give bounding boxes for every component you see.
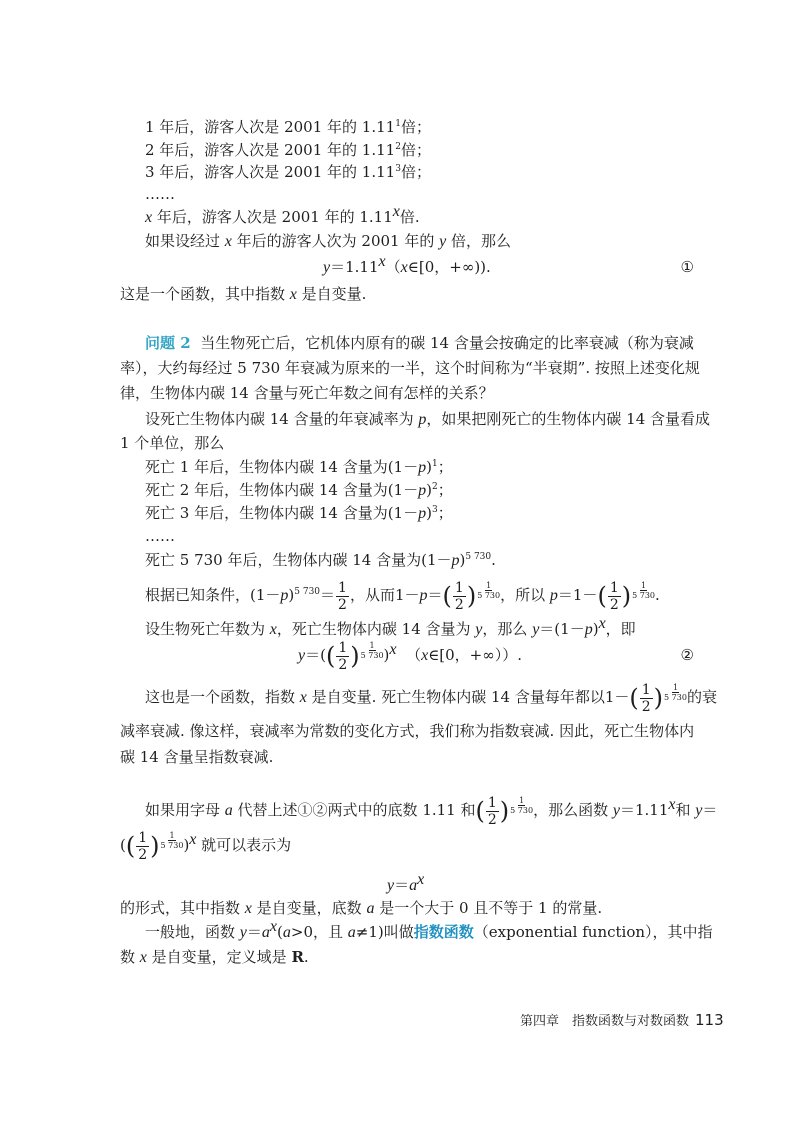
decay-year1: 死亡 1 年后，生物体内碳 14 含量为$(1-p)^1$； <box>145 458 453 476</box>
also-function-line1: 这也是一个函数，指数 x 是自变量. 死亡生物体内碳 14 含量每年都以1－( $\frac{1}{2}$ ) $\frac{1}{5 730}$ 的衰 <box>145 681 717 715</box>
ellipsis: …… <box>145 185 175 203</box>
fraction-one-half: $\frac{1}{2}$ <box>338 639 348 673</box>
term-exponential-function: 指数函数 <box>413 923 474 941</box>
exponent-fraction: $\frac{1}{5 730}$ <box>160 831 184 850</box>
exponent-fraction: $\frac{1}{5 730}$ <box>477 581 501 600</box>
chapter-title: 第四章 指数函数与对数函数 <box>520 1014 690 1029</box>
page-footer <box>520 1010 724 1029</box>
problem2-setup3: 设生物死亡年数为 x，死亡生物体内碳 14 含量为 y，那么 $y=(1-p)^x$，即 <box>145 615 636 638</box>
exponent-fraction: $\frac{1}{5 730}$ <box>664 683 687 702</box>
problem2-setup1: 设死亡生物体内碳 14 含量的年衰减率为 p，如果把刚死亡的生物体内碳 14 含量看成 <box>145 410 711 428</box>
exponent-fraction: $\frac{1}{5 730}$ <box>632 581 656 600</box>
general-line2: (( $\frac{1}{2}$ ) $\frac{1}{5 730}$ )$^x$ 就可以表示为 <box>120 829 292 863</box>
tourism-conclusion: 这是一个函数，其中指数 x 是自变量. <box>120 285 367 303</box>
tourism-yearx: x 年后，游客人次是 2001 年的 1.11$^x$倍. <box>145 203 420 226</box>
formula-2: y＝(( $\frac{1}{2}$ ) $\frac{1}{5 730}$ )$^x$ （x∈[0，+∞））. <box>298 639 523 673</box>
problem2-line3: 律，生物体内碳 14 含量与死亡年数之间有怎样的关系？ <box>120 384 494 402</box>
fraction-one-half: $\frac{1}{2}$ <box>609 579 619 613</box>
fraction-one-half: $\frac{1}{2}$ <box>338 579 347 613</box>
fraction-one-half: $\frac{1}{2}$ <box>641 681 651 715</box>
tourism-year1: 1 年后，游客人次是 2001 年的 1.11$^1$倍； <box>145 118 431 136</box>
decay-year2: 死亡 2 年后，生物体内碳 14 含量为$(1-p)^2$； <box>145 481 453 499</box>
problem2-line1: 问题 2 当生物死亡后，它机体内原有的碳 14 含量会按确定的比率衰减（称为衰减 <box>145 334 694 352</box>
known-condition: 根据已知条件，$(1-p)^{5 730}=$ $\frac{1}{2}$ ，从而1－p＝( $\frac{1}{2}$ ) $\frac{1}{5 730}$ ，所以 p＝1－( $\frac{1}{2}$ ) $\frac{1}{5 730}$ . <box>145 579 660 613</box>
decay-year3: 死亡 3 年后，生物体内碳 14 含量为$(1-p)^3$； <box>145 504 453 522</box>
tourism-year2: 2 年后，游客人次是 2001 年的 1.11$^2$倍； <box>145 141 431 159</box>
ellipsis-2: …… <box>145 527 175 545</box>
decay-year5730: 死亡 5 730 年后，生物体内碳 14 含量为$(1-p)^{5 730}$. <box>145 551 496 569</box>
equation-number-1: ① <box>680 258 694 276</box>
problem2-setup2: 1 个单位，那么 <box>120 434 225 452</box>
formula-1: $y=1.11^x(x\in[0$，+∞)). <box>323 253 491 276</box>
tourism-year3: 3 年后，游客人次是 2001 年的 1.11$^3$倍； <box>145 163 431 181</box>
tourism-setup: 如果设经过 x 年后的游客人次为 2001 年的 y 倍，那么 <box>145 232 512 250</box>
definition-line1: 一般地，函数 $y=a^x(a>0$，且 a≠1)叫做指数函数（exponential function），其中指 <box>145 918 713 941</box>
formula-3: $y=a^x$ <box>387 871 425 894</box>
also-function-line2: 减率衰减. 像这样，衰减率为常数的变化方式，我们称为指数衰减. 因此，死亡生物体内 <box>120 722 695 740</box>
exponent-fraction: $\frac{1}{5 730}$ <box>360 641 384 660</box>
also-function-line3: 碳 14 含量呈指数衰减. <box>120 748 274 766</box>
page-number: 113 <box>695 1011 724 1029</box>
equation-number-2: ② <box>680 646 694 664</box>
problem-label: 问题 2 <box>145 334 191 352</box>
general-line1: 如果用字母 a 代替上述①②两式中的底数 1.11 和( $\frac{1}{2}$ ) $\frac{1}{5 730}$ ，那么函数 $y=1.11^x$和 y＝ <box>145 794 718 828</box>
definition-line2: 数 x 是自变量，定义域是 R. <box>120 948 309 966</box>
fraction-one-half: $\frac{1}{2}$ <box>454 579 464 613</box>
fraction-one-half: $\frac{1}{2}$ <box>487 794 497 828</box>
fraction-one-half: $\frac{1}{2}$ <box>138 829 148 863</box>
problem2-line2: 率），大约每经过 5 730 年衰减为原来的一半，这个时间称为“半衰期”. 按照上述变化规 <box>120 359 700 377</box>
general-line3: 的形式，其中指数 x 是自变量，底数 a 是一个大于 0 且不等于 1 的常量. <box>120 899 603 917</box>
exponent-fraction: $\frac{1}{5 730}$ <box>510 796 534 815</box>
